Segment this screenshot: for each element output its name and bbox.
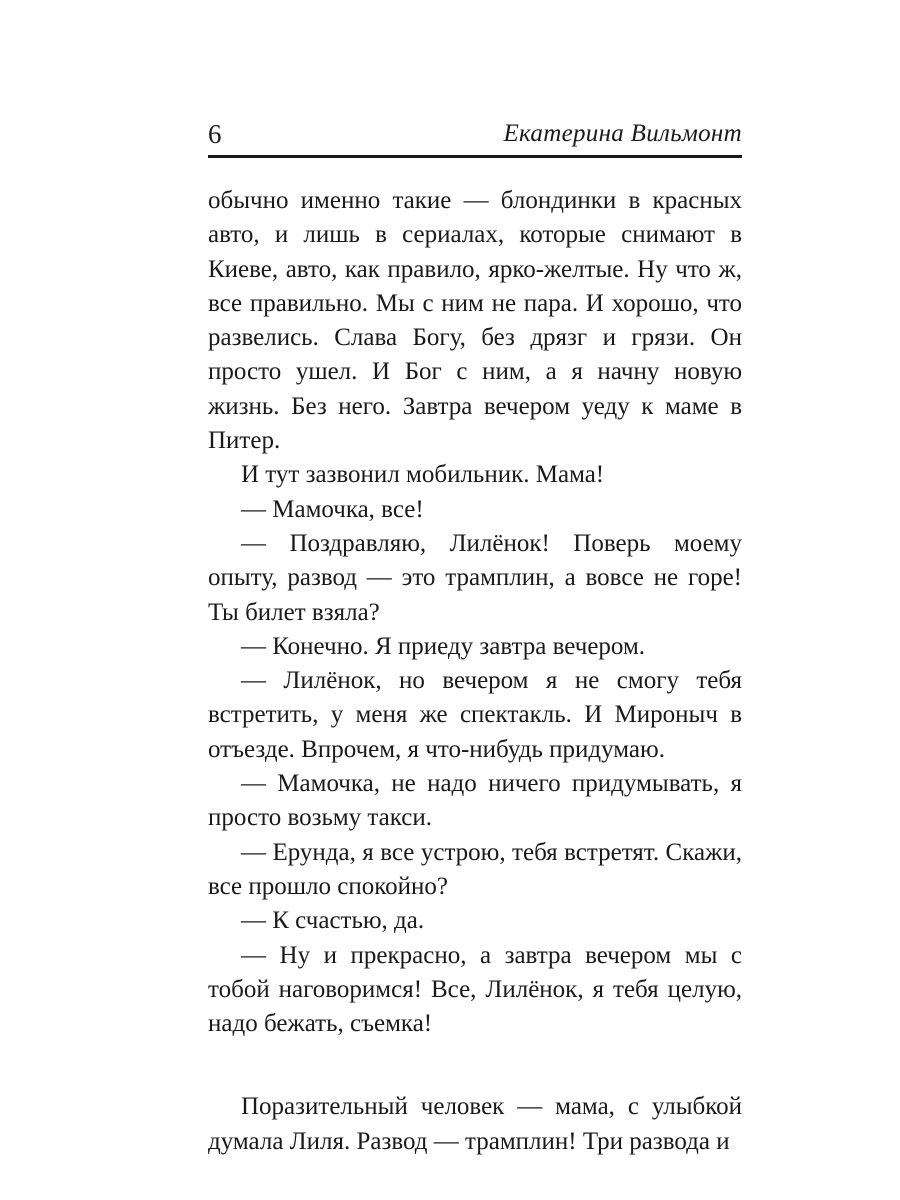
page-number: 6 bbox=[208, 119, 222, 149]
dialogue-line: — Конечно. Я приеду завтра вечером. bbox=[241, 632, 646, 660]
running-head-author: Екатерина Вильмонт bbox=[503, 120, 742, 147]
dialogue-line: — К счастью, да. bbox=[241, 907, 425, 935]
body-text bbox=[208, 184, 742, 1159]
dialogue-line: — Ерунда, я все устрою, тебя встретят. Скажи, все прошло спокойно? bbox=[208, 838, 742, 900]
dialogue-line: — Поздравляю, Лилёнок! Поверь моему опыту, развод — это трамплин, а вовсе не горе! Ты билет взяла? bbox=[208, 529, 742, 626]
dialogue-line: — Ну и прекрасно, а завтра вечером мы с тобой наговоримся! Все, Лилёнок, я тебя целую, надо бежать, съемка! bbox=[208, 941, 742, 1038]
running-head bbox=[208, 116, 742, 156]
paragraph: Поразительный человек — мама, с улыбкой думала Лиля. Развод — трамплин! Три развода и bbox=[208, 1093, 742, 1155]
paragraph: И тут зазвонил мобильник. Мама! bbox=[241, 461, 605, 489]
header-rule bbox=[208, 155, 742, 158]
dialogue-line: — Лилёнок, но вечером я не смогу тебя встретить, у меня же спектакль. И Мироныч в отъезде. Впрочем, я что-нибудь придумаю. bbox=[208, 667, 742, 763]
dialogue-line: — Мамочка, все! bbox=[241, 495, 424, 523]
paragraph-continuation: обычно именно такие — блондинки в красных авто, и лишь в сериалах, которые снимают в Киеве, авто, как правило, ярко-желтые. Ну что ж, все правильно. Мы с ним не пара. И хорошо, что развелись. Слава Богу, без дрязг и грязи. Он просто ушел. И Бог с ним, а я начну новую жизнь. Без него. Завтра вечером уеду к маме в Питер. bbox=[208, 187, 742, 455]
dialogue-line: — Мамочка, не надо ничего придумывать, я просто возьму такси. bbox=[208, 770, 742, 832]
section-break bbox=[208, 1041, 742, 1090]
